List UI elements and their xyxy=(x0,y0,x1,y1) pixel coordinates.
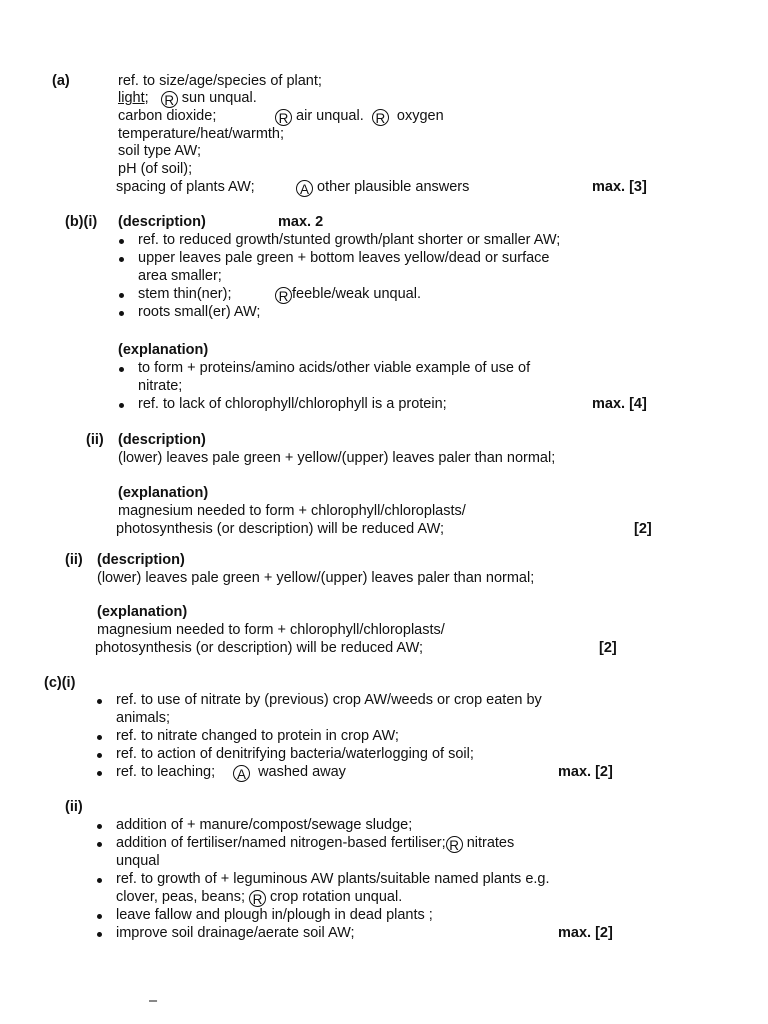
part-b-i-label: (b)(i) xyxy=(65,214,98,230)
reject-symbol-icon: R xyxy=(275,109,292,126)
c-ii-bullet-2: addition of fertiliser/named nitrogen-based fertiliser; R nitrates xyxy=(116,835,515,853)
bullet xyxy=(97,932,102,937)
a-spacing: spacing of plants AW; xyxy=(116,179,255,195)
bullet xyxy=(119,311,124,316)
bullet xyxy=(97,735,102,740)
c-ii-bullet-3-cont: clover, peas, beans; R crop rotation unqual. xyxy=(116,889,403,907)
b-ii-dup-expl-head: (explanation) xyxy=(97,604,188,620)
b-i-marks: max. [4] xyxy=(592,396,647,412)
bullet xyxy=(97,699,102,704)
a-line-temp: temperature/heat/warmth; xyxy=(118,126,285,142)
bullet xyxy=(97,878,102,883)
a-co2: carbon dioxide; xyxy=(118,108,217,124)
b-i-bullet-3: stem thin(ner); xyxy=(138,286,232,302)
b-i-desc-head: (description) xyxy=(118,214,206,230)
part-c-i-label: (c)(i) xyxy=(44,675,76,691)
bullet xyxy=(119,257,124,262)
c-i-accept: A washed away xyxy=(233,764,346,782)
c-ii-bullet-2-cont: unqual xyxy=(116,853,160,869)
a-line-ph: pH (of soil); xyxy=(118,161,193,177)
a-line-soil: soil type AW; xyxy=(118,143,202,159)
b-i-bullet-2-cont: area smaller; xyxy=(138,268,222,284)
bullet xyxy=(97,914,102,919)
reject-symbol-icon: R xyxy=(161,91,178,108)
c-i-bullet-4: ref. to leaching; xyxy=(116,764,216,780)
bullet xyxy=(119,367,124,372)
b-i-bullet-2: upper leaves pale green + bottom leaves yellow/dead or surface xyxy=(138,250,550,266)
c-i-bullet-1: ref. to use of nitrate by (previous) crop AW/weeds or crop eaten by xyxy=(116,692,542,708)
a-co2-reject: R air unqual. R oxygen xyxy=(275,108,444,126)
b-i-expl-1-cont: nitrate; xyxy=(138,378,183,394)
part-c-ii-label: (ii) xyxy=(65,799,83,815)
c-i-marks: max. [2] xyxy=(558,764,613,780)
c-i-bullet-3: ref. to action of denitrifying bacteria/waterlogging of soil; xyxy=(116,746,474,762)
b-i-expl-head: (explanation) xyxy=(118,342,209,358)
accept-symbol-icon: A xyxy=(296,180,313,197)
b-ii-desc-head: (description) xyxy=(118,432,206,448)
a-line-1: ref. to size/age/species of plant; xyxy=(118,73,322,89)
accept-symbol-icon: A xyxy=(233,765,250,782)
b-ii-expl-1: magnesium needed to form + chlorophyll/chloroplasts/ xyxy=(118,503,466,519)
bullet xyxy=(119,239,124,244)
b-i-bullet-1: ref. to reduced growth/stunted growth/plant shorter or smaller AW; xyxy=(138,232,561,248)
c-ii-marks: max. [2] xyxy=(558,925,613,941)
b-i-bullet-4: roots small(er) AW; xyxy=(138,304,261,320)
a-accept: A other plausible answers xyxy=(296,179,469,197)
reject-symbol-icon: R xyxy=(372,109,389,126)
c-ii-bullet-4: leave fallow and plough in/plough in dead plants ; xyxy=(116,907,433,923)
b-ii-dup-marks: [2] xyxy=(599,640,617,656)
a-light-word: light xyxy=(118,90,145,106)
b-ii-dup-desc-head: (description) xyxy=(97,552,185,568)
c-i-bullet-1-cont: animals; xyxy=(116,710,170,726)
c-ii-bullet-5: improve soil drainage/aerate soil AW; xyxy=(116,925,355,941)
reject-symbol-icon: R xyxy=(249,890,266,907)
a-light-line: light; R sun unqual. xyxy=(118,90,257,108)
reject-symbol-icon: R xyxy=(446,836,463,853)
bullet xyxy=(97,842,102,847)
bullet xyxy=(97,771,102,776)
b-ii-dup-desc: (lower) leaves pale green + yellow/(upper) leaves paler than normal; xyxy=(97,570,535,586)
c-i-bullet-2: ref. to nitrate changed to protein in crop AW; xyxy=(116,728,399,744)
b-ii-dup-expl-2: photosynthesis (or description) will be reduced AW; xyxy=(95,640,424,656)
a-marks: max. [3] xyxy=(592,179,647,195)
part-a-label: (a) xyxy=(52,73,70,89)
bullet xyxy=(97,824,102,829)
bullet xyxy=(119,403,124,408)
part-b-ii-label: (ii) xyxy=(86,432,104,448)
c-ii-bullet-1: addition of + manure/compost/sewage sludge; xyxy=(116,817,413,833)
bullet xyxy=(119,293,124,298)
bullet xyxy=(97,753,102,758)
b-i-bullet-3-reject: R feeble/weak unqual. xyxy=(275,286,421,304)
b-ii-dup-expl-1: magnesium needed to form + chlorophyll/chloroplasts/ xyxy=(97,622,445,638)
footer-dash: – xyxy=(149,993,158,1009)
a-light-reject: sun unqual. xyxy=(181,90,257,106)
b-ii-marks: [2] xyxy=(634,521,652,537)
b-i-desc-max: max. 2 xyxy=(278,214,324,230)
b-ii-desc: (lower) leaves pale green + yellow/(upper) leaves paler than normal; xyxy=(118,450,556,466)
b-ii-expl-head: (explanation) xyxy=(118,485,209,501)
c-ii-bullet-3: ref. to growth of + leguminous AW plants/suitable named plants e.g. xyxy=(116,871,550,887)
b-i-expl-2: ref. to lack of chlorophyll/chlorophyll is a protein; xyxy=(138,396,447,412)
b-ii-expl-2: photosynthesis (or description) will be reduced AW; xyxy=(116,521,445,537)
b-i-expl-1: to form + proteins/amino acids/other viable example of use of xyxy=(138,360,531,376)
part-b-ii-dup-label: (ii) xyxy=(65,552,83,568)
reject-symbol-icon: R xyxy=(275,287,292,304)
